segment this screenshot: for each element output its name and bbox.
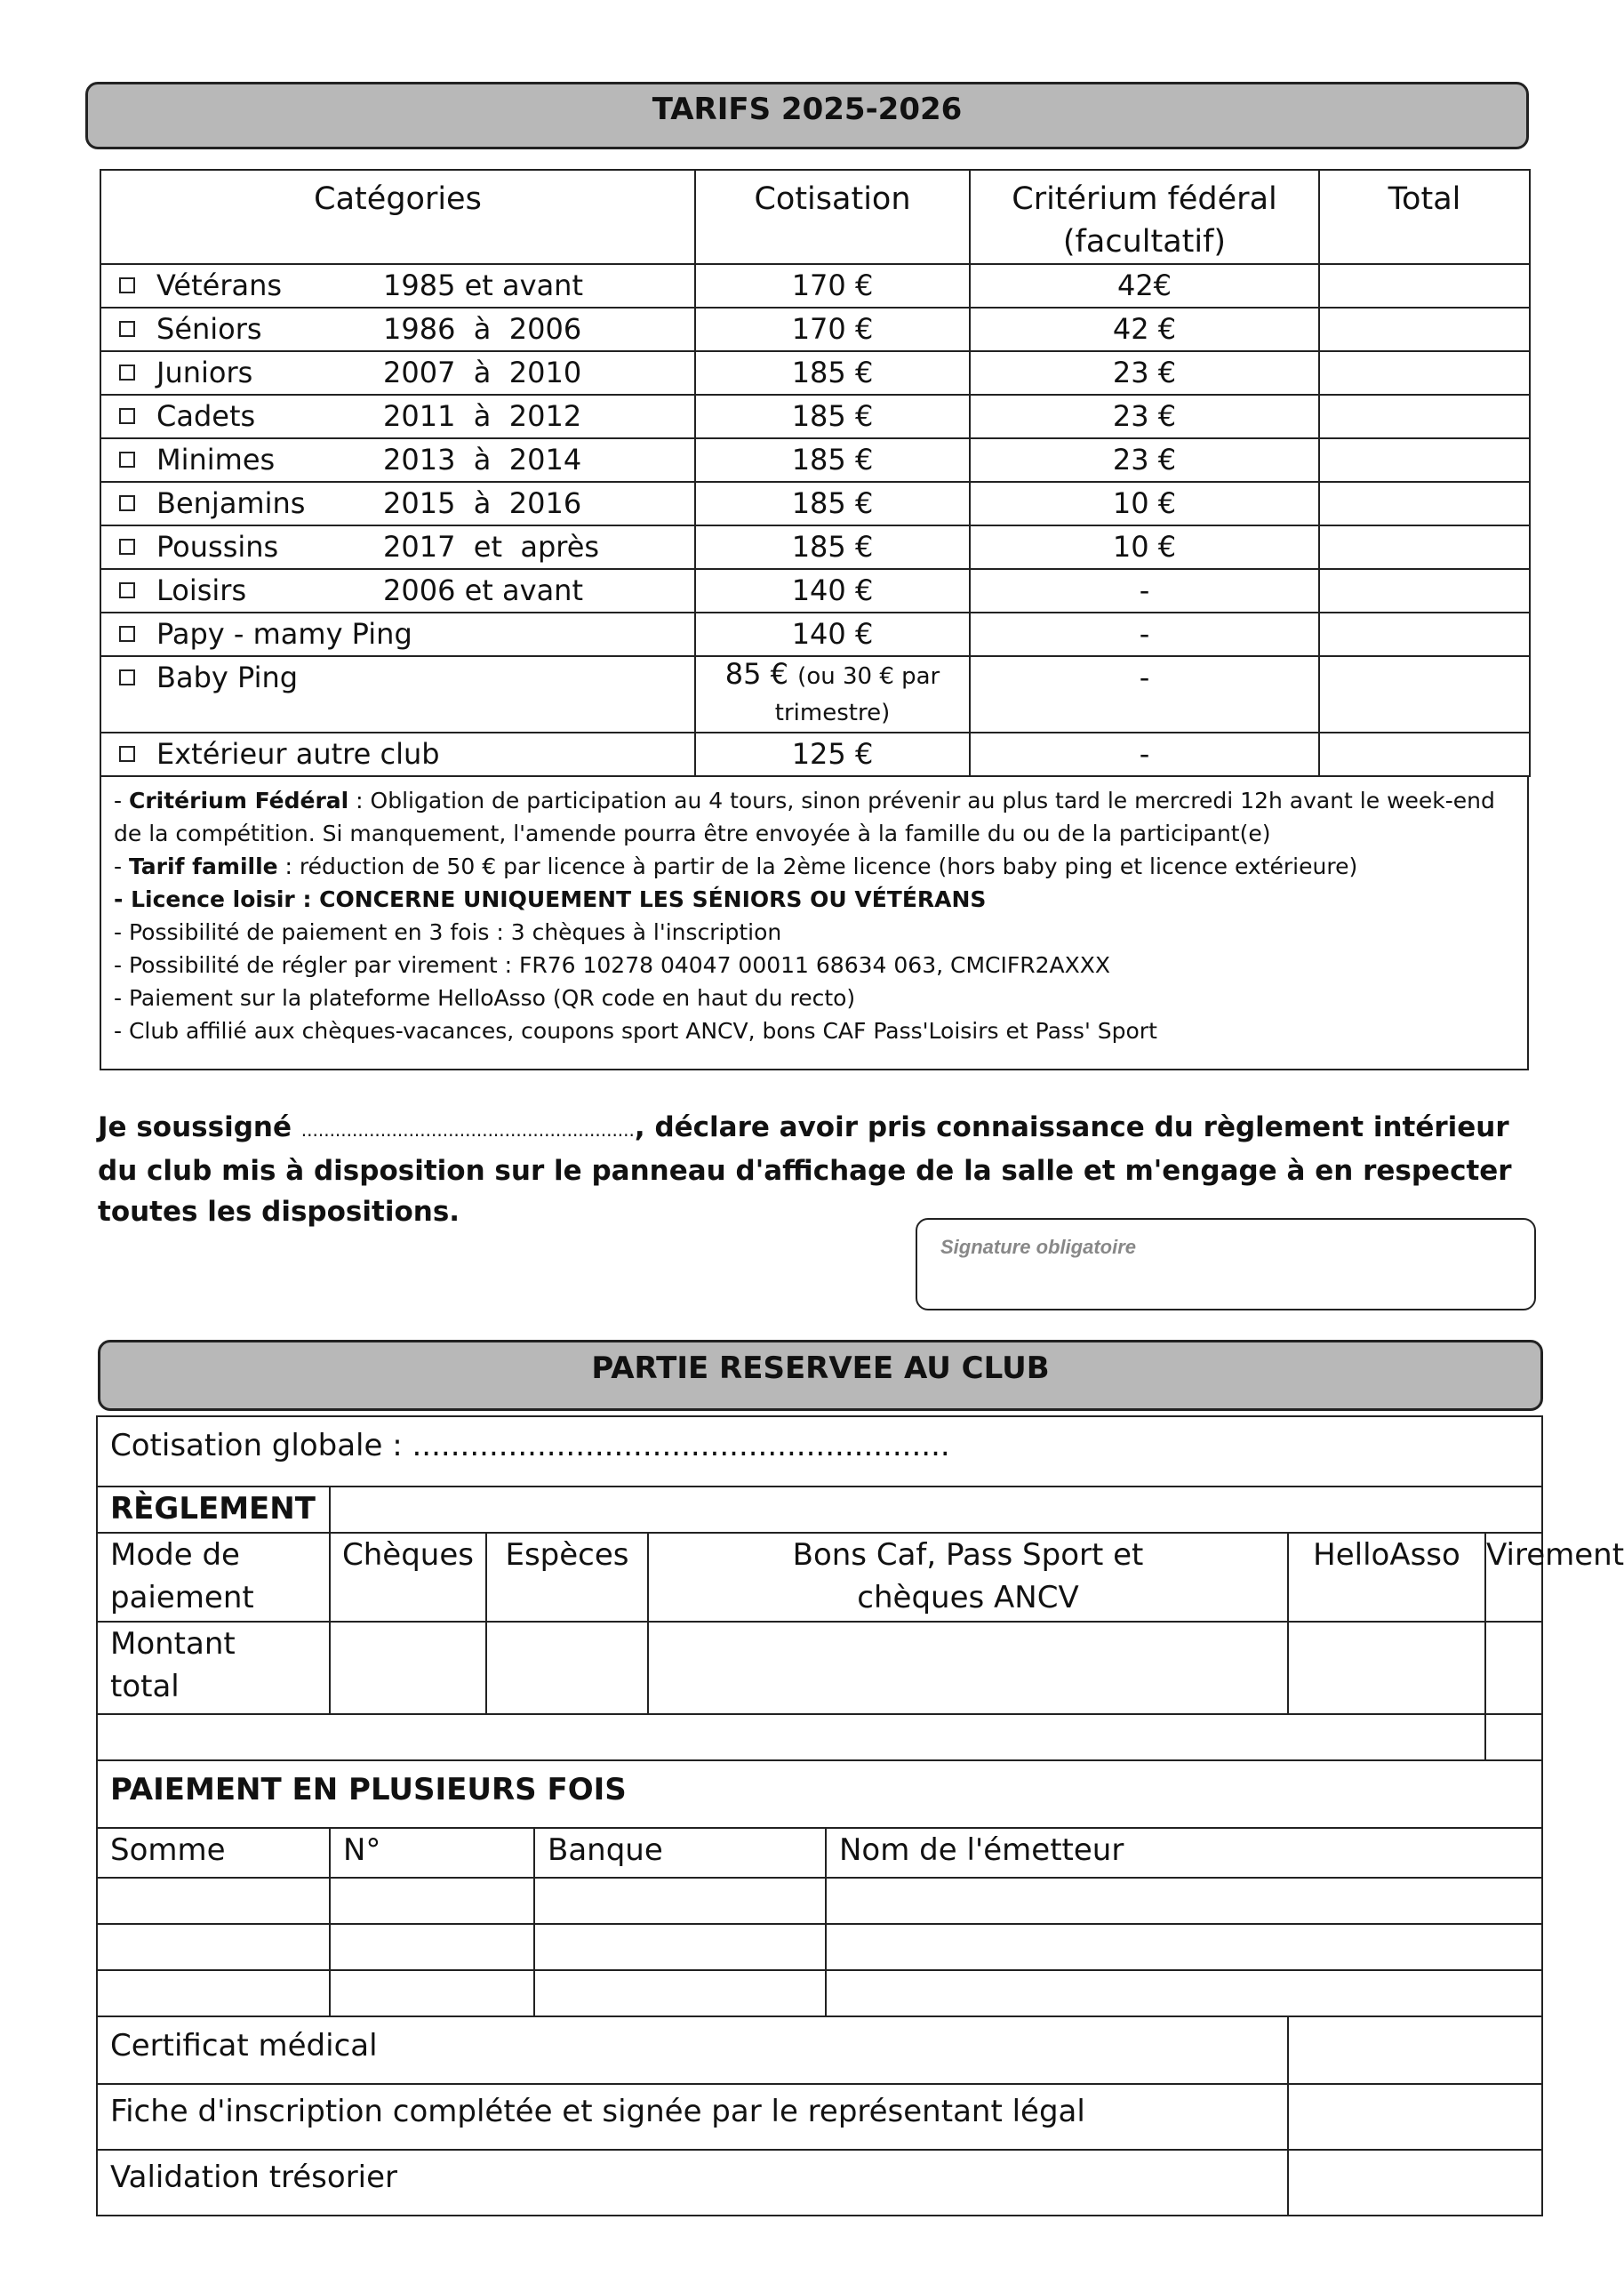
cotisation-globale[interactable]: Cotisation globale : ........................................................ bbox=[97, 1416, 1542, 1487]
total-cell[interactable] bbox=[1319, 264, 1530, 308]
total-cell[interactable] bbox=[1319, 569, 1530, 613]
club-banner: PARTIE RESERVEE AU CLUB bbox=[98, 1340, 1543, 1411]
certificat-medical: Certificat médical bbox=[97, 2016, 1288, 2084]
montant-helloasso[interactable] bbox=[1288, 1622, 1485, 1714]
total-cell[interactable] bbox=[1319, 395, 1530, 438]
total-cell[interactable] bbox=[1319, 613, 1530, 656]
note-3-fois: - Possibilité de paiement en 3 fois : 3 chèques à l'inscription bbox=[114, 919, 782, 945]
checkbox-baby-ping[interactable] bbox=[119, 669, 135, 685]
checkbox-benjamins[interactable] bbox=[119, 495, 135, 511]
note-famille: - Tarif famille : réduction de 50 € par licence à partir de la 2ème licence (hors baby ping et licence extérieure) bbox=[114, 854, 1358, 879]
paiement-plusieurs-fois-label: PAIEMENT EN PLUSIEURS FOIS bbox=[97, 1760, 1542, 1828]
fiche-inscription: Fiche d'inscription complétée et signée par le représentant légal bbox=[97, 2084, 1288, 2150]
total-cell[interactable] bbox=[1319, 733, 1530, 776]
table-row[interactable] bbox=[97, 1970, 1542, 2016]
total-cell[interactable] bbox=[1319, 482, 1530, 525]
tarif-row: Poussins 2017 et après 185 € 10 € bbox=[100, 525, 1530, 569]
checkbox-poussins[interactable] bbox=[119, 539, 135, 555]
declaration: Je soussigné ..........................................................., déclare avoir pris connaissance du règlement intérieur du club mis à disposition sur le panneau d'affichage de la salle et m'engage à en respecter toutes les dispositions. bbox=[98, 1111, 1512, 1228]
checkbox-loisirs[interactable] bbox=[119, 582, 135, 598]
tarifs-banner: TARIFS 2025-2026 bbox=[85, 82, 1529, 149]
total-cell[interactable] bbox=[1319, 525, 1530, 569]
tarif-row: Loisirs 2006 et avant 140 € - bbox=[100, 569, 1530, 613]
tarif-row: Benjamins 2015 à 2016 185 € 10 € bbox=[100, 482, 1530, 525]
table-row[interactable] bbox=[97, 1878, 1542, 1924]
montant-especes[interactable] bbox=[486, 1622, 648, 1714]
checkbox-exterieur[interactable] bbox=[119, 746, 135, 762]
checkbox-cadets[interactable] bbox=[119, 408, 135, 424]
signature-box[interactable]: Signature obligatoire bbox=[916, 1218, 1536, 1310]
certificat-check[interactable] bbox=[1288, 2016, 1542, 2084]
tarif-row: Minimes 2013 à 2014 185 € 23 € bbox=[100, 438, 1530, 482]
tarif-row: Papy - mamy Ping 140 € - bbox=[100, 613, 1530, 656]
checkbox-veterans[interactable] bbox=[119, 277, 135, 293]
total-cell[interactable] bbox=[1319, 308, 1530, 351]
total-cell[interactable] bbox=[1319, 438, 1530, 482]
validation-tresorier: Validation trésorier bbox=[97, 2150, 1288, 2216]
tarif-row: Extérieur autre club 125 € - bbox=[100, 733, 1530, 776]
name-field[interactable]: ........................................................... bbox=[300, 1119, 635, 1141]
header-cotisation: Cotisation bbox=[695, 170, 970, 264]
header-categories: Catégories bbox=[100, 170, 695, 264]
montant-bons[interactable] bbox=[648, 1622, 1288, 1714]
tarif-row: Baby Ping 85 € (ou 30 € par trimestre) - bbox=[100, 656, 1530, 733]
montant-virement[interactable] bbox=[1485, 1622, 1542, 1714]
note-club-affilie: - Club affilié aux chèques-vacances, coupons sport ANCV, bons CAF Pass'Loisirs et Pass' Sport bbox=[114, 1018, 1157, 1044]
checkbox-seniors[interactable] bbox=[119, 321, 135, 337]
note-helloasso: - Paiement sur la plateforme HelloAsso (QR code en haut du recto) bbox=[114, 985, 856, 1011]
table-row[interactable] bbox=[97, 1924, 1542, 1970]
checkbox-minimes[interactable] bbox=[119, 452, 135, 468]
checkbox-papy-mamy-ping[interactable] bbox=[119, 626, 135, 642]
fiche-check[interactable] bbox=[1288, 2084, 1542, 2150]
tarif-row: Cadets 2011 à 2012 185 € 23 € bbox=[100, 395, 1530, 438]
note-criterium: - Critérium Fédéral : Obligation de participation au 4 tours, sinon prévenir au plus tard le mercredi 12h avant le week-end bbox=[114, 788, 1495, 813]
reglement-label: RÈGLEMENT bbox=[97, 1487, 330, 1533]
tarifs-table bbox=[100, 169, 1531, 777]
note-criterium-2: de la compétition. Si manquement, l'amende pourra être envoyée à la famille du ou de la participant(e) bbox=[114, 821, 1271, 846]
club-table: Cotisation globale : ........................................................ RÈGLEMENT Mode de paiement Chèques Espèces Bons Caf, Pass Sport et chèques ANCV HelloAsso Virement Montant total PAIEMENT EN PLUSIEURS FOIS Somme N° Banque Nom de l'émetteur Certificat médical Fiche d'inscription complétée et signée par le représentant légal Validation trésorier bbox=[96, 1415, 1543, 2216]
header-total: Total bbox=[1319, 170, 1530, 264]
validation-check[interactable] bbox=[1288, 2150, 1542, 2216]
montant-cheques[interactable] bbox=[330, 1622, 486, 1714]
tarif-row: Vétérans 1985 et avant 170 € 42€ bbox=[100, 264, 1530, 308]
total-cell[interactable] bbox=[1319, 351, 1530, 395]
header-criterium: Critérium fédéral (facultatif) bbox=[970, 170, 1319, 264]
note-loisir: - Licence loisir : CONCERNE UNIQUEMENT LES SÉNIORS OU VÉTÉRANS bbox=[114, 886, 987, 912]
tarif-row: Séniors 1986 à 2006 170 € 42 € bbox=[100, 308, 1530, 351]
tarifs-notes bbox=[100, 777, 1529, 1070]
note-virement: - Possibilité de régler par virement : FR76 10278 04047 00011 68634 063, CMCIFR2AXXX bbox=[114, 952, 1110, 978]
checkbox-juniors[interactable] bbox=[119, 365, 135, 381]
tarif-row: Juniors 2007 à 2010 185 € 23 € bbox=[100, 351, 1530, 395]
total-cell[interactable] bbox=[1319, 656, 1530, 733]
